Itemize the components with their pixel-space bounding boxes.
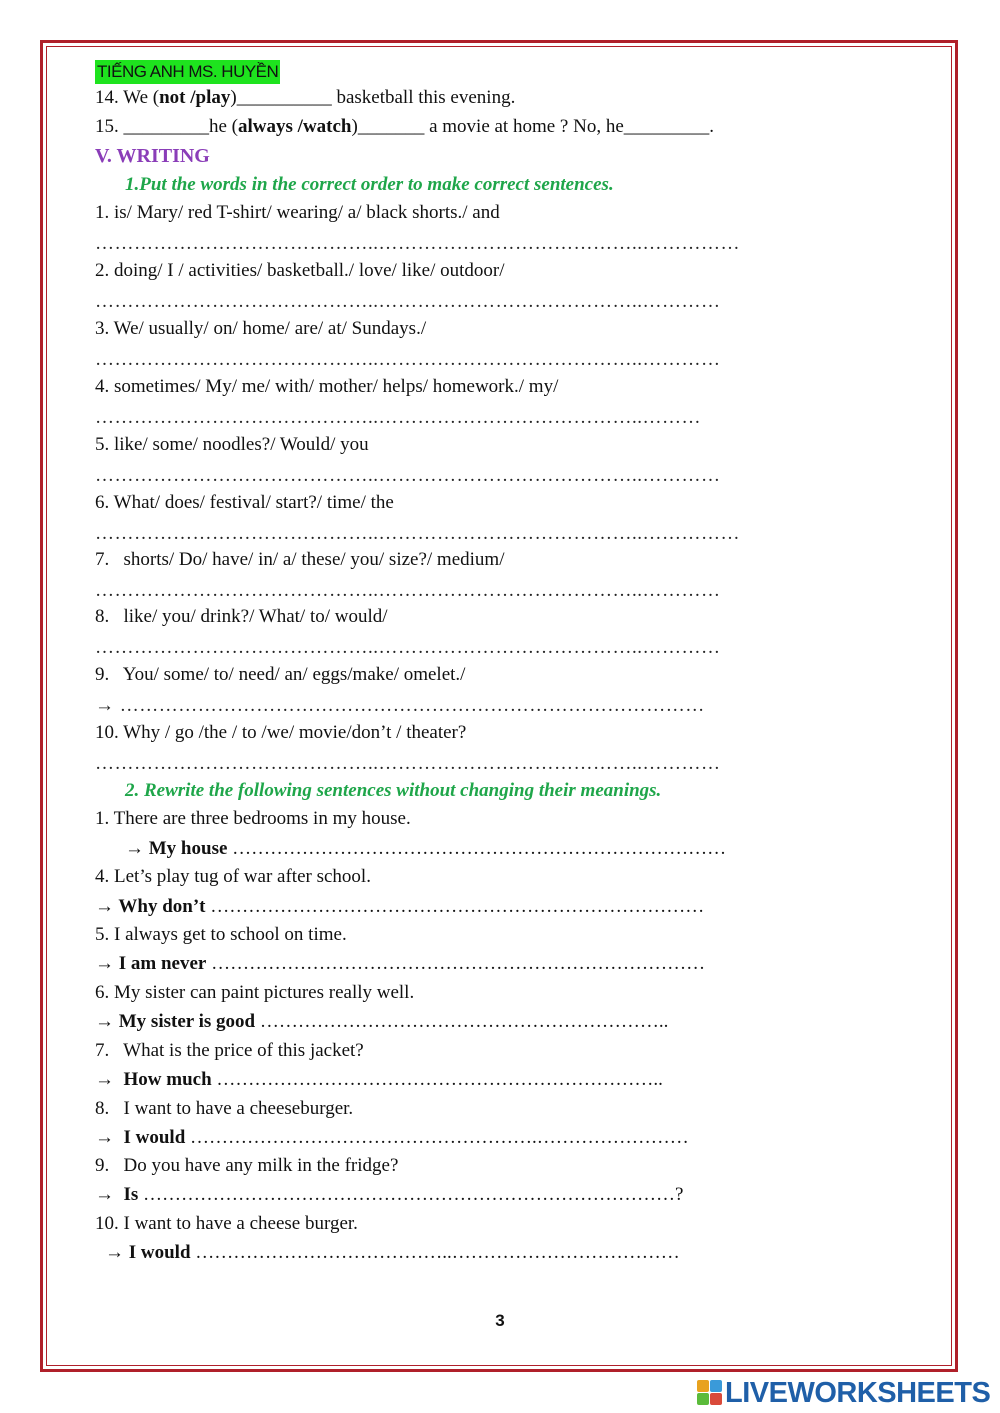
reorder-answer-line-7[interactable]: ……………………………………..…………………………………..………… — [95, 580, 721, 601]
reorder-answer-line-6[interactable]: ……………………………………..…………………………………..…………… — [95, 523, 740, 544]
reorder-prompt-9: 9. You/ some/ to/ need/ an/ eggs/make/ omelet./ — [95, 664, 466, 685]
reorder-prompt-1: 1. is/ Mary/ red T-shirt/ wearing/ a/ black shorts./ and — [95, 202, 500, 223]
reorder-prompt-10: 10. Why / go /the / to /we/ movie/don’t / theater? — [95, 722, 467, 743]
rewrite-answer-9[interactable]: → Is …………………………………………………………………………? — [95, 1184, 684, 1205]
rewrite-prompt-7: 7. What is the price of this jacket? — [95, 1040, 364, 1061]
liveworksheets-wordmark: LIVEWORKSHEETS — [725, 1376, 991, 1409]
reorder-prompt-3: 3. We/ usually/ on/ home/ are/ at/ Sundays./ — [95, 318, 427, 339]
rewrite-answer-10[interactable]: → I would …………………………………..……………………………… — [105, 1242, 680, 1263]
section-title-writing: V. WRITING — [95, 145, 210, 167]
rewrite-prompt-8: 8. I want to have a cheeseburger. — [95, 1098, 354, 1119]
reorder-answer-line-10[interactable]: ……………………………………..…………………………………..………… — [95, 753, 721, 774]
rewrite-answer-4[interactable]: → Why don’t …………………………………………………………………… — [95, 896, 705, 917]
reorder-answer-line-4[interactable]: ……………………………………..…………………………………..……… — [95, 407, 701, 428]
page-number: 3 — [495, 1311, 505, 1330]
reorder-answer-line-9[interactable]: → ……………………………………………………………………………… — [95, 695, 705, 716]
teacher-badge: TIẾNG ANH MS. HUYỀN — [95, 60, 280, 84]
rewrite-prompt-5: 5. I always get to school on time. — [95, 924, 347, 945]
liveworksheets-mark-icon — [697, 1380, 723, 1406]
part1-instruction: 1.Put the words in the correct order to make correct sentences. — [125, 174, 614, 195]
rewrite-answer-8[interactable]: → I would ……………………………………………….…………………… — [95, 1127, 689, 1148]
rewrite-prompt-6: 6. My sister can paint pictures really well. — [95, 982, 415, 1003]
reorder-prompt-8: 8. like/ you/ drink?/ What/ to/ would/ — [95, 606, 388, 627]
rewrite-prompt-10: 10. I want to have a cheese burger. — [95, 1213, 358, 1234]
reorder-answer-line-8[interactable]: ……………………………………..…………………………………..………… — [95, 637, 721, 658]
rewrite-answer-6[interactable]: → My sister is good ……………………………………………………….. — [95, 1011, 669, 1032]
rewrite-prompt-1: 1. There are three bedrooms in my house. — [95, 808, 411, 829]
rewrite-prompt-9: 9. Do you have any milk in the fridge? — [95, 1155, 399, 1176]
reorder-prompt-6: 6. What/ does/ festival/ start?/ time/ the — [95, 492, 394, 513]
part2-instruction: 2. Rewrite the following sentences without changing their meanings. — [125, 780, 662, 801]
reorder-answer-line-1[interactable]: ……………………………………..…………………………………..…………… — [95, 233, 740, 254]
reorder-prompt-5: 5. like/ some/ noodles?/ Would/ you — [95, 434, 369, 455]
rewrite-prompt-4: 4. Let’s play tug of war after school. — [95, 866, 371, 887]
rewrite-answer-5[interactable]: → I am never …………………………………………………………………… — [95, 953, 706, 974]
rewrite-answer-1[interactable]: → My house …………………………………………………………………… — [125, 838, 727, 859]
reorder-prompt-2: 2. doing/ I / activities/ basketball./ love/ like/ outdoor/ — [95, 260, 505, 281]
question-14: 14. We (not /play)__________ basketball this evening. — [95, 87, 516, 108]
liveworksheets-logo[interactable] — [697, 1378, 990, 1408]
reorder-answer-line-2[interactable]: ……………………………………..…………………………………..………… — [95, 291, 721, 312]
reorder-answer-line-3[interactable]: ……………………………………..…………………………………..………… — [95, 349, 721, 370]
reorder-answer-line-5[interactable]: ……………………………………..…………………………………..………… — [95, 465, 721, 486]
reorder-prompt-7: 7. shorts/ Do/ have/ in/ a/ these/ you/ size?/ medium/ — [95, 549, 505, 570]
reorder-prompt-4: 4. sometimes/ My/ me/ with/ mother/ helps/ homework./ my/ — [95, 376, 559, 397]
rewrite-answer-7[interactable]: → How much …………………………………………………………….. — [95, 1069, 663, 1090]
question-15: 15. _________he (always /watch)_______ a movie at home ? No, he_________. — [95, 116, 715, 137]
